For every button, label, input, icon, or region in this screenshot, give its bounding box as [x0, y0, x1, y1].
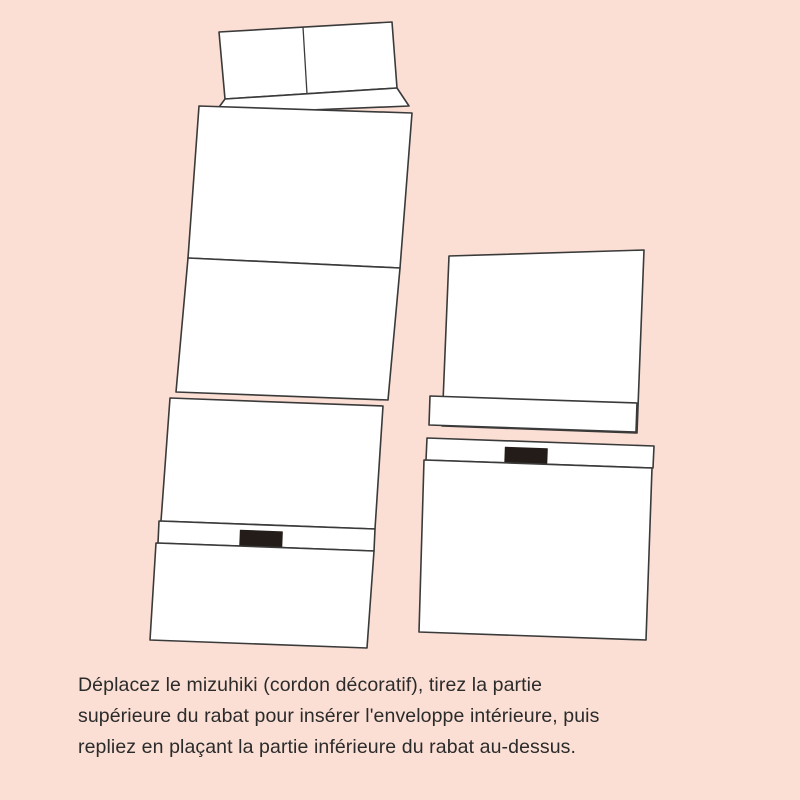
left-body-upper-panel	[188, 106, 412, 268]
caption-line-2: supérieure du rabat pour insérer l'enveloppe intérieure, puis	[78, 705, 600, 727]
right-bottom-panel	[419, 460, 652, 640]
right-envelope-figure	[419, 250, 654, 640]
left-flap-top-panel	[219, 22, 397, 99]
left-envelope-figure	[150, 22, 412, 648]
left-bottom-panel	[150, 543, 374, 648]
caption-block	[0, 660, 800, 800]
right-flap-edge-strip	[429, 396, 637, 432]
left-lower-flap-panel	[161, 398, 383, 529]
caption-line-3: repliez en plaçant la partie inférieure du rabat au-dessus.	[78, 736, 577, 758]
left-body-middle-panel	[176, 258, 400, 400]
caption-line-1: Déplacez le mizuhiki (cordon décoratif), tirez la partie	[78, 674, 543, 696]
